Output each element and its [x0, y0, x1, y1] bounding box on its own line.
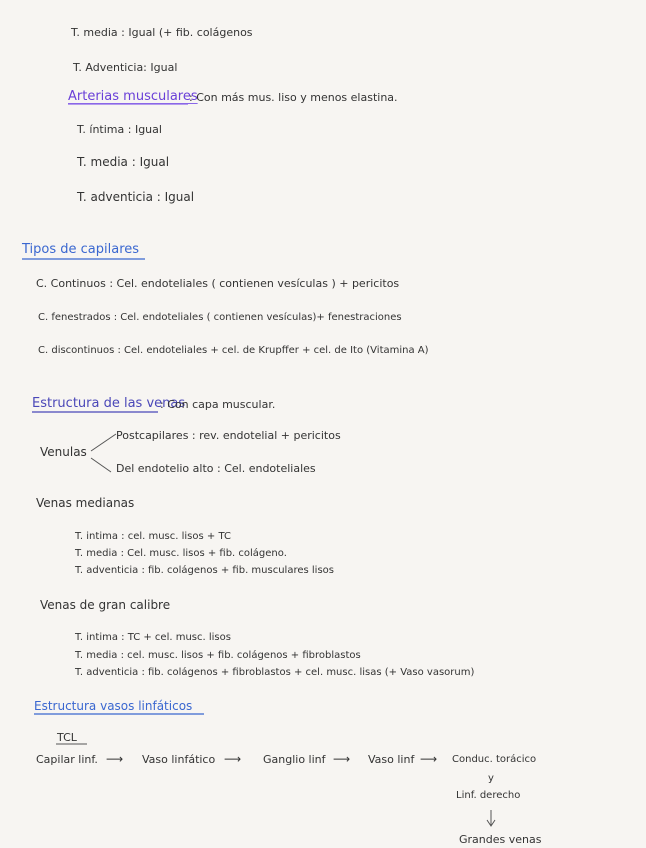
flow-vaso-linf: Vaso linf: [368, 753, 415, 766]
linfaticos-title: Estructura vasos linfáticos: [34, 699, 193, 713]
arterias-musculares-adventicia: T. adventicia : Igual: [77, 190, 195, 204]
venas-gran-title: Venas de gran calibre: [40, 598, 171, 612]
venulas-branch-bottom: [91, 458, 111, 472]
flow-linf-derecho: Linf. derecho: [456, 790, 521, 801]
venas-medianas-adventicia: T. adventicia : fib. colágenos + fib. musculares lisos: [75, 565, 334, 576]
venas-gran-media: T. media : cel. musc. lisos + fib. colágenos + fibroblastos: [75, 650, 361, 661]
flow-arrow-4: ⟶: [420, 752, 438, 766]
arterias-musculares-intima: T. íntima : Igual: [77, 123, 162, 136]
down-arrow-head: [487, 820, 495, 826]
flow-capilar: Capilar linf.: [36, 753, 98, 766]
linfaticos-tcl: TCL: [57, 731, 77, 744]
venas-medianas-title: Venas medianas: [36, 496, 135, 510]
arterias-musculares-media: T. media : Igual: [77, 155, 170, 169]
venulas-label: Venulas: [40, 445, 87, 459]
venas-desc: : Con capa muscular.: [160, 398, 276, 411]
flow-vaso-linfatico: Vaso linfático: [142, 753, 216, 766]
venas-medianas-media: T. media : Cel. musc. lisos + fib. colágeno.: [75, 548, 287, 559]
arterias-musculares-desc: : Con más mus. liso y menos elastina.: [189, 91, 398, 104]
flow-y: y: [488, 773, 494, 784]
arterias-elasticas-adventicia: T. Adventicia: Igual: [73, 61, 178, 74]
capilares-discontinuos: C. discontinuos : Cel. endoteliales + cel. de Krupffer + cel. de Ito (Vitamina A): [38, 345, 429, 356]
flow-arrow-1: ⟶: [106, 752, 124, 766]
flow-conducto-toracico: Conduc. torácico: [452, 754, 537, 765]
flow-arrow-3: ⟶: [333, 752, 351, 766]
venulas-postcapilares: Postcapilares : rev. endotelial + pericitos: [116, 429, 341, 442]
flow-arrow-2: ⟶: [224, 752, 242, 766]
arterias-musculares-title: Arterias musculares: [68, 89, 198, 104]
flow-grandes-venas: Grandes venas: [459, 833, 542, 846]
venas-gran-adventicia: T. adventicia : fib. colágenos + fibroblastos + cel. musc. lisas (+ Vaso vasorum): [75, 667, 475, 678]
capilares-title: Tipos de capilares: [22, 242, 140, 257]
venas-medianas-intima: T. intima : cel. musc. lisos + TC: [75, 531, 231, 542]
venas-gran-intima: T. intima : TC + cel. musc. lisos: [75, 632, 231, 643]
capilares-fenestrados: C. fenestrados : Cel. endoteliales ( contienen vesículas)+ fenestraciones: [38, 312, 402, 323]
arterias-elasticas-media: T. media : Igual (+ fib. colágenos: [71, 26, 253, 39]
capilares-continuos: C. Continuos : Cel. endoteliales ( contienen vesículas ) + pericitos: [36, 277, 400, 290]
venulas-endotelio-alto: Del endotelio alto : Cel. endoteliales: [116, 462, 316, 475]
venulas-branch-top: [91, 434, 116, 451]
flow-ganglio: Ganglio linf: [263, 753, 326, 766]
venas-title: Estructura de las venas: [32, 396, 186, 411]
